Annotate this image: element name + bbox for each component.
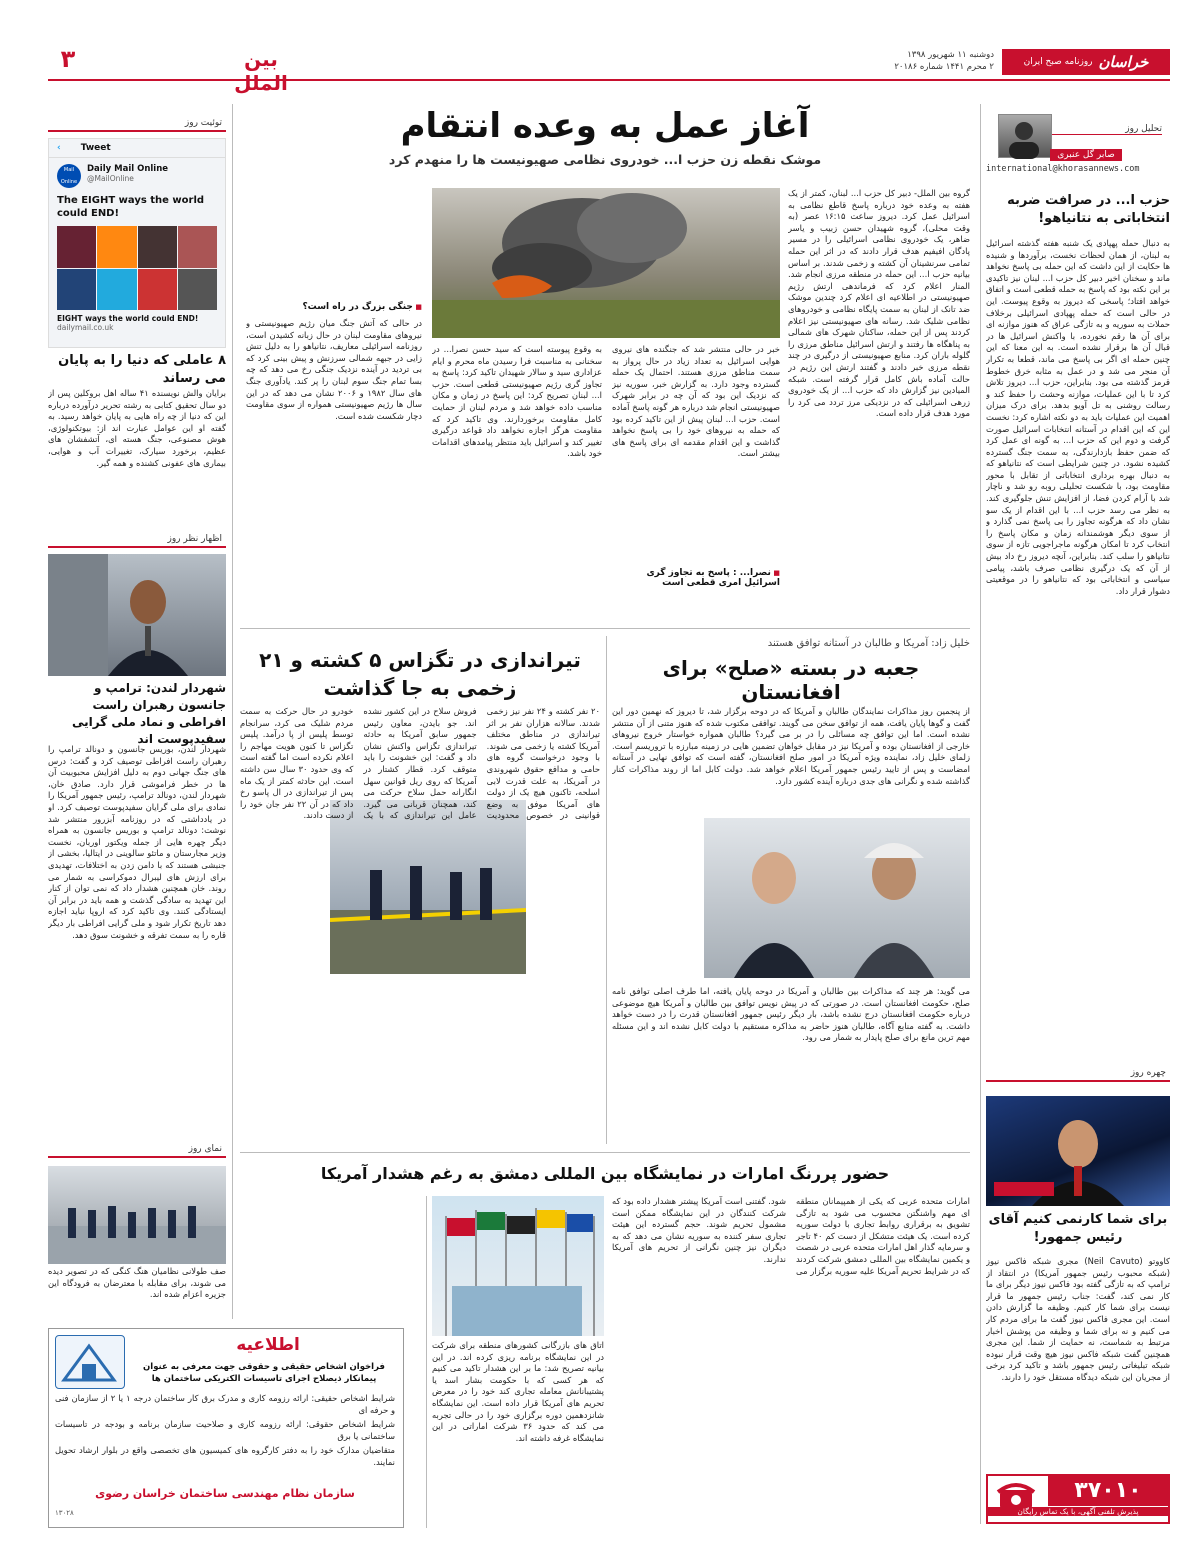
page-number: ۳ (60, 45, 76, 73)
analysis-column (986, 104, 1170, 1044)
texas-title: تیراندازی در تگزاس ۵ کشته و ۲۱ زخمی به جا گذاشت (259, 648, 581, 700)
notice-code: ۱۳۰۲۸ (55, 1509, 74, 1517)
smoke-icon (432, 188, 780, 338)
lead-body-2: خبر در حالی منتشر شد که جنگنده های نیروی هوایی اسرائیل به تعداد زیاد در حال پرواز به سمت مناطق مرزی هستند. احتمال یک حمله گسترده وجود دارد. به گزارش خبر، سوریه نیز که نزدیک این بود که آن چه در برابر شهرک صهیونیستی انجام شد درباره هر گونه پاسخ آماده است. حزب ا... لبنان پیش از این تاکید کرده بود که حمله به نیروهای خود را بی پاسخ نخواهد گذاشت و این اقدام مقدمه ای برای پاسخ های بیشتر است. (612, 344, 780, 459)
scene-caption: صف طولانی نظامیان هنگ کنگی که در تصویر دیده می شوند، برای مقابله با معترضان به فرودگاه این جزیره اعزام شده اند. (48, 1266, 226, 1300)
syria-title: حضور پررنگ امارات در نمایشگاه بین المللی دمشق به رغم هشدار آمریکا (320, 1164, 890, 1183)
view-body: شهردار لندن، بوریس جانسون و دونالد ترامپ را رهبران راست افراطی توصیف کرد و گفت: درس های جنگ جهانی دوم به دلیل افزایش محبوبیت آن ها در خطر فراموشی قرار دارد. صادق خان، شهردار لندن، دونالد ترامپ، رئیس جمهور آمریکا را نمادی برای ملی گرایان سفیدپوست توصیف کرد. او در یادداشتی که در روزنامه آبزرور منتشر شد نوشت: دونالد ترامپ و بوریس جانسون به همراه دیگر چهره هایی از جمله ویکتور اوربان، نخست وزیر مجارستان و ماتئو سالوینی در ایتالیا، بخشی از جنبشی هستند که با دامن زدن به اختلافات، تهدیدی برای ارزش های لیبرال دموکراسی به شمار می روند. خان همچنین هشدار داد که نمی توان از کنار این تهدید به سادگی گذشت و همه باید در برابر آن ایستادگی کنند. وی تاکید کرد که اروپا نباید اجازه دهد تاریخ تکرار شود و ملی گرایی افراطی بار دیگر قاره را به سمت تفرقه و خشونت سوق دهد. (48, 744, 226, 940)
lead-title: آغاز عمل به وعده انتقام (400, 106, 810, 146)
texas-body: ۲۰ نفر کشته و ۲۴ نفر نیز زخمی شدند. سالانه هزاران نفر بر اثر تیراندازی در مناطق مختلف آمریکا کشته یا زخمی می شوند. با وجود درخواست گروه های حامی و مدافع حقوق شهروندی در آمریکا، به علت قدرت لابی اسلحه، تاکنون هیچ یک از دولت های آمریکا موفق به وضع قوانینی در خصوص محدودیت فروش سلاح در این کشور نشده اند. جو بایدن، معاون رئیس جمهور سابق آمریکا به حادثه تیراندازی تگزاس واکنش نشان داد و گفت: این خشونت را باید متوقف کرد. قطار کشتار در آمریکا که روی ریل قوانین سهل انگارانه حمل سلاح حرکت می کند، همچنان قربانی می گیرد. عامل این تیراندازی که با یک خودرو در حال حرکت به سمت مردم شلیک می کرد، سرانجام توسط پلیس از پا درآمد. پلیس تگزاس تا کنون هویت مهاجم را اعلام نکرده است اما گفته است که وی حدود ۳۰ سال سن داشته است. این حادثه کمتر از یک ماه پس از تیراندازی در ال پاسو رخ داد که در آن ۲۲ نفر جان خود را از دست دادند. (240, 706, 600, 821)
author-name: صابر گل عنبری (1050, 149, 1122, 161)
negotiators-icon (704, 818, 970, 978)
link-title[interactable]: EIGHT ways the world could END! (57, 314, 199, 323)
afg-body: از پنجمین روز مذاکرات نمایندگان طالبان و آمریکا که در دوحه برگزار شد، تا دیروز که نهمین دور این گفت و گوها پایان یافت، همه از توافق سخن می گویند. توافقی مکتوب شده که هنوز متنی از آن منتشر نشده است. اما این توافق چه مسائلی را در بر می گیرد؟ طالبان همواره خواستار خروج نیروهای خارجی از افغانستان بوده و آمریکا نیز در مقابل خواهان تضمین هایی در زمینه مبارزه با تروریسم است. زلمای خلیل زاد، نماینده ویژه آمریکا در امور صلح افغانستان، گفته است که توافق نهایی در آستانه امضاست و پس از تایید رئیس جمهور آمریکا اعلام خواهد شد. دولت کابل اما از روند مذاکرات کنار گذاشته شده و نگرانی های جدی درباره آینده کشور دارد. (612, 706, 970, 786)
face-section (986, 1066, 1170, 1382)
brand-box (1002, 49, 1170, 75)
view-header: اظهار نظر روز (48, 532, 226, 548)
analysis-header: تحلیل روز (1052, 124, 1162, 135)
face-title: برای شما کارنمی کنیم آقای رئیس جمهور! (988, 1212, 1168, 1245)
scene-header: نمای روز (48, 1142, 226, 1158)
ad-number: ۳۷۰۱۰ (1048, 1476, 1168, 1506)
notice-line1: شرایط اشخاص حقیقی: ارائه رزومه کاری و مدرک برق کار ساختمان درجه ۱ یا ۲ از سازمان فنی و حرفه ای (55, 1393, 395, 1415)
anchor-icon (986, 1096, 1170, 1206)
person-icon (997, 115, 1051, 159)
analysis-body: به دنبال حمله پهپادی یک شنبه هفته گذشته اسرائیل به لبنان، از همان لحظات نخست، برآوردها و شنیده ها حکایت از این داشت که این حمله بی پاسخ نخواهد ماند و سخنان اخیر دبیر کل حزب ا... لبنان نیز تاکیدی بر این نکته بود که پاسخ به حمله قطعی است و اتفاق خواهد افتاد؛ پاسخی که دیروز به وقوع پیوست. این در حالی است که حمله پهپادی اسرائیلی برخلاف حملات به سوریه و به تازگی عراق که هنوز موازنه ای برای آن ها رقم نخورده، با واکنش اسرائیل ها در قبال آن ها برقرار نشده است. به این معنا که این چنین حمله ای اگر بی پاسخ می ماند، قطعا به تکرار آن منجر می شد و در عمل به مثابه خرق خطوط قرمز گذشته می بود. بنابراین، حزب ا... دیروز تلاش کرد تا با این عملیات، موازنه وحشت را حفظ کند و رسالت روشنی به تل آویو بدهد. برای درک میزان اهمیت این عملیات باید به دو نکته اشاره کرد: نخست این که این اقدام در آستانه انتخابات اسرائیل صورت گرفت و دوم این که حزب ا... به گونه ای عمل کرد که ضمن حفظ بازدارندگی، به سمت جنگ گسترده کشیده نشود. در چنین شرایطی است که نتانیاهو که به دنبال بهره برداری انتخاباتی از تقابل با محور مقاومت بود، با شکست تحلیلی روبه رو شد و ناچار شد با آرام کردن فضا، از افزایش تنش جلوگیری کند. به نظر می رسد حزب ا... با این اقدام از یک سو نشان داد که هرگونه تجاوز را بی پاسخ نمی گذارد و از سوی دیگر هوشمندانه زمان و مکان پاسخ را انتخاب کرد تا امکان هرگونه ماجراجویی تازه از سوی نتانیاهو را سلب کند. بنابراین، آنچه دیروز رخ داد بیش از آن که یک درگیری نظامی صرف باشد، پیامی سیاسی و انتخاباتی بود که نتانیاهو را در موقعیتی دشوار قرار داد. (986, 238, 1170, 596)
notice-subtitle: فراخوان اشخاص حقیقی و حقوقی جهت معرفی به عنوان پیمانکار ذیصلاح اجرای تاسیسات الکتریکی ساختمان ها (143, 1362, 385, 1384)
face-photo (986, 1096, 1170, 1206)
lead-sub-1: ■ جنگی بزرگ در راه است؟ (246, 302, 422, 312)
view-photo (48, 554, 226, 676)
brand-logo: خراسان (1098, 53, 1149, 71)
separator (606, 636, 607, 1144)
face-body: کاووتو (Neil Cavuto) مجری شبکه فاکس نیوز (شبکه محبوب رئیس جمهور آمریکا) در انتقاد از ترامپ که به تازگی گفته بود فاکس نیوز دیگر برای ما کار نمی کند، گفت: جناب رئیس جمهور ما قرار نیست برای شما کار کنیم. وظیفه ما گزارش دادن است. این مجری فاکس نیوز گفت ما برای مردم کار می کنیم و نه برای شما و وظیفه من پوشش اخبار مرتبط به شماست، نه حمایت از شما. این مجری همچنین گفت شبکه فاکس نیوز هیچ وقت قرار نبوده شبکه تبلیغاتی رئیس جمهور باشد و تاکید کرد برخی از مجریان این شبکه دیدگاه مستقل خود را دارند. (986, 1256, 1170, 1382)
syria-body-2: اتاق های بازرگانی کشورهای منطقه برای شرکت در این نمایشگاه برنامه ریزی کرده اند. در این بیانیه تصریح شد: ما بر این هشدار تاکید می کنیم که هر کسی که با حکومت بشار اسد یا پشتیبانانش معامله تجاری کند خود را در معرض تحریم های آمریکا قرار داده است. این نمایشگاه شانزدهمین دوره برگزاری خود را در حالی تجربه می کند که حدود ۳۶ شرکت اماراتی در این نمایشگاه غرفه داشته اند. (432, 1340, 604, 1443)
syria-body: امارات متحده عربی که یکی از همپیمانان منطقه ای مهم واشنگتن محسوب می شود به تازگی تشویق به برقراری روابط تجاری با دولت سوریه کرده است. یک هیئت متشکل از دست کم ۴۰ تاجر و سرمایه گذار اهل امارات متحده عربی در شصت و یکمین نمایشگاه بین المللی دمشق شرکت کردند که در شرایط تحریم آمریکا علیه سوریه برگزار می شود. گفتنی است آمریکا پیشتر هشدار داده بود که شرکت کنندگان در این نمایشگاه ممکن است مشمول تحریم شوند. حجم گسترده این هیئت تجاری سفر کننده به سوریه نشان می دهد که به دیگران نیز چنین نگرانی از تحریم های آمریکا ندارند. (612, 1196, 970, 1276)
view-title: شهردار لندن: ترامپ و جانسون رهبران راست افراطی و نماد ملی گرایی سفیدپوست اند (71, 681, 226, 746)
separator (232, 104, 233, 1319)
date-persian: دوشنبه ۱۱ شهریور ۱۳۹۸ (907, 50, 994, 60)
tweet-body: برایان والش نویسنده ۴۱ ساله اهل بروکلین پس از دو سال تحقیق کتابی به رشته تحریر درآورده درباره این که دنیا از چه راه هایی به پایان خواهد رسید. به گفته او این عوامل عبارت اند از: بیوتکنولوژی، هوش مصنوعی، جنگ هسته ای، آتشفشان های عظیم، برخورد سیارک، تغییرات آب و هوایی، بیماری های عفونی کشنده و همه گیر. (48, 388, 226, 468)
lead-body-4: در حالی که آتش جنگ میان رژیم صهیونیستی و نیروهای مقاومت لبنان در حال زبانه کشیدن است، روزنامه اسرائیلی معاریف، نتانیاهو را به دلیل تنش زایی در جبهه شمالی سرزنش و پیش بینی کرد که بی تردید در آینده نزدیک جنگی رخ می دهد که چه بسا تمام جنگ سوم لبنان را پر کند. یادآوری جنگ های سال ۱۹۸۲ و ۲۰۰۶ نشان می دهد که در این سال ها رژیم صهیونیستی همواره از سوی مقاومت دچار شکست شده است. (246, 318, 422, 421)
tweet-section (48, 116, 226, 516)
author-email: international@khorasannews.com (986, 164, 1140, 174)
notice-line2: شرایط اشخاص حقوقی: ارائه رزومه کاری و صلاحیت سازمان برنامه و بودجه در تاسیسات ساختمانی یا برق (55, 1419, 395, 1441)
separator (240, 1152, 970, 1153)
section-title: بین الملل (234, 47, 288, 95)
scene-section (48, 1142, 226, 1312)
scene-photo (48, 1166, 226, 1264)
ad-caption: پذیرش تلفنی آگهی، با یک تماس رایگان (988, 1507, 1168, 1516)
face-header: چهره روز (986, 1066, 1170, 1082)
notice-logo (55, 1335, 125, 1389)
author-photo (998, 114, 1052, 158)
mayor-icon (48, 554, 226, 676)
tweet-title: ۸ عاملی که دنیا را به پایان می رساند (58, 353, 226, 386)
notice-org: سازمان نظام مهندسی ساختمان خراسان رضوی (95, 1487, 355, 1500)
separator (240, 628, 970, 629)
separator (426, 1196, 427, 1528)
afg-body-2: می گوید: هر چند که مذاکرات بین طالبان و آمریکا در دوحه پایان یافته، اما طرف اصلی توافق نامه صلح، حکومت افغانستان است. در صورتی که در پیش نویس توافق بین طالبان و آمریکا هیچ موضوعی درباره حکومت افغانستان درج نشده باشد، بار دیگر رئیس جمهور افغانستان قدرت را در دست خواهد داشت. به گفته منابع آگاه، طالبان هنوز حاضر به مذاکره مستقیم با دولت کابل نشده اند و این مسئله مهم ترین مانع برای صلح پایدار به شمار می رود. (612, 986, 970, 1043)
lead-body-3: به وقوع پیوسته است که سید حسن نصرا... در سخنانی به مناسبت فرا رسیدن ماه محرم و ایام عزاداری سید و سالار شهیدان تاکید کرد: پاسخ به تجاوز گری رژیم صهیونیستی قطعی است. حزب ا... لبنان تصریح کرد: این پاسخ در زمان و مکان مناسب داده خواهد شد و مردم لبنان از حمایت کامل مقاومت برخوردارند. وی تاکید کرد که مقاومت هرگز اجازه نخواهد داد قواعد درگیری تغییر کند و اسرائیل باید منتظر پیامدهای اقدامات خود باشد. (432, 344, 602, 459)
tweet-handle[interactable]: @MailOnline (87, 174, 134, 183)
masthead (48, 45, 1170, 95)
issue-date (854, 49, 994, 73)
lead-photo (432, 188, 780, 338)
syria-photo (432, 1196, 604, 1336)
brand-tagline: روزنامه صبح ایران (1023, 57, 1093, 67)
flags-icon (432, 1196, 604, 1336)
tweet-label: Tweet (80, 143, 111, 153)
tweet-text: The EIGHT ways the world could END! (57, 195, 205, 219)
notice-line3: متقاضیان مدارک خود را به دفتر کارگروه های کمیسیون های تخصصی واقع در بلوار ارشاد تحویل نمایند. (55, 1445, 395, 1467)
date-hijri: ۲ محرم ۱۴۴۱ شماره ۲۰۱۸۶ (894, 62, 994, 72)
back-arrow-icon[interactable]: ‹ (57, 143, 61, 153)
ad-box (986, 1474, 1170, 1524)
lead-subtitle: موشک نقطه زن حزب ا... خودروی نظامی صهیونیست ها را منهدم کرد (388, 152, 822, 167)
lead-sub-2: ■ نصرا... : پاسخ به تجاوز گری اسرائیل امری قطعی است (612, 568, 780, 588)
notice-title: اطلاعیه (236, 1335, 300, 1355)
afg-kicker: خلیل زاد: آمریکا و طالبان در آستانه توافق هستند (767, 638, 970, 649)
tweet-card (48, 138, 226, 348)
police-line-icon (48, 1166, 226, 1264)
tweet-header: توئیت روز (48, 116, 226, 132)
notice-box (48, 1328, 404, 1528)
building-logo-icon (54, 1336, 124, 1390)
link-domain[interactable]: dailymail.co.uk (57, 323, 114, 332)
tweet-image[interactable] (57, 226, 217, 310)
mail-logo: Mail Online (57, 164, 81, 188)
tweet-account[interactable]: Daily Mail Online (87, 164, 169, 174)
view-section (48, 532, 226, 952)
analysis-title: حزب ا... در صرافت ضربه انتخاباتی به نتانیاهو! (1007, 193, 1170, 226)
afg-photo (704, 818, 970, 978)
afg-title: جعبه در بسته «صلح» برای افغانستان (662, 656, 920, 704)
separator (980, 104, 981, 1524)
lead-body-1: گروه بین الملل- دبیر کل حزب ا... لبنان، کمتر از یک هفته به وعده خود درباره پاسخ قاطع نظامی به اسرائیل عمل کرد. دیروز ساعت ۱۶:۱۵ عصر (به وقت محلی)، گروه شهیدان حسن زبیب و یاسر ضاهر، یک خودروی نظامی اسرائیلی را در مسیر پادگان افیفیم هدف قرار دادند که در اثر این حمله تمامی سرنشینان آن کشته و زخمی شدند. بر اساس بیانیه حزب ا... این حمله در منطقه مرزی انجام شد. المنار اعلام کرد که فرماندهی ارتش رژیم صهیونیستی در اطلاعیه ای اعلام کرد چندین موشک ضد تانک از لبنان به سمت پایگاه نظامی و خودروهای نظامی شلیک شد. رسانه های صهیونیستی نیز اعلام کردند پس از این حمله، ساکنان شهرک های شمالی به پناهگاه ها رفتند و ارتش اسرائیل مناطق مرزی را گلوله باران کرد. منابع صهیونیستی از درگیری در چند نقطه مرزی خبر دادند و گفتند ارتش این رژیم در حالت آماده باش کامل قرار گرفته است. شبکه المیادین نیز گزارش داد که حزب ا... از یک خودروی زرهی اسرائیلی که در نزدیکی مرز تردد می کرد را مورد هدف قرار داده است. (788, 188, 970, 419)
